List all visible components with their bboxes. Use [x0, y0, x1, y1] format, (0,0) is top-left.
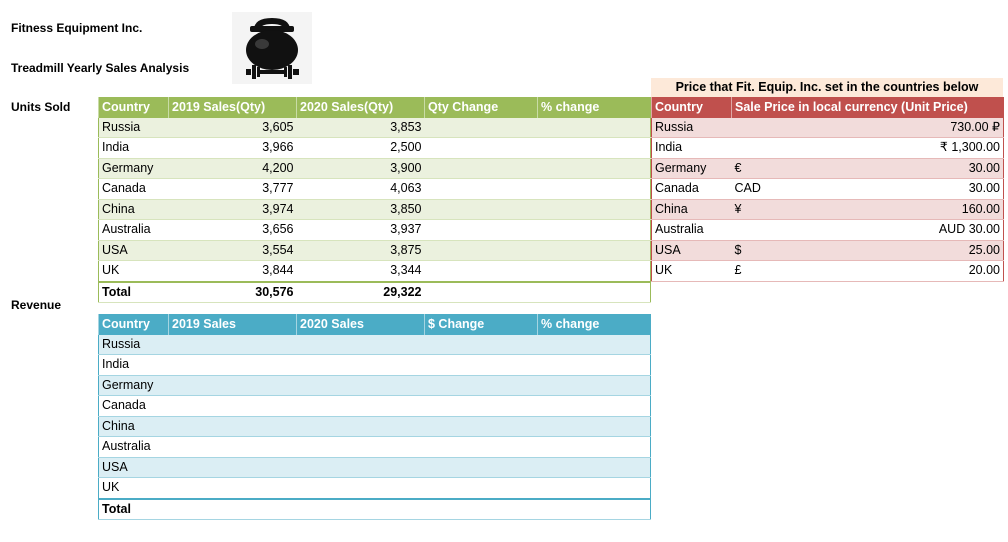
total-row — [99, 499, 651, 520]
country-cell[interactable]: India — [99, 355, 169, 376]
revenue-header-country[interactable]: Country — [99, 315, 169, 335]
sales-2020-cell[interactable]: 3,850 — [297, 199, 425, 220]
table-row — [99, 118, 651, 138]
revenue-cell[interactable] — [297, 437, 425, 458]
revenue-cell[interactable] — [297, 457, 425, 478]
unit-price-cell[interactable]: 160.00 — [812, 199, 1004, 220]
revenue-cell[interactable] — [169, 499, 297, 520]
table-row — [99, 416, 651, 437]
table-row — [652, 199, 1004, 220]
table-row — [652, 138, 1004, 159]
revenue-cell[interactable] — [169, 355, 297, 376]
qty-change-cell[interactable] — [425, 199, 538, 220]
country-cell[interactable]: Canada — [652, 179, 732, 200]
table-row — [652, 158, 1004, 179]
sales-2020-cell[interactable]: 3,853 — [297, 118, 425, 138]
currency-symbol-cell[interactable]: $ — [732, 240, 812, 261]
pct-change-cell[interactable] — [538, 138, 651, 159]
currency-symbol-cell[interactable]: € — [732, 158, 812, 179]
revenue-cell[interactable] — [169, 396, 297, 417]
currency-symbol-cell[interactable]: ¥ — [732, 199, 812, 220]
sales-2020-cell[interactable]: 3,900 — [297, 158, 425, 179]
revenue-cell[interactable] — [425, 375, 538, 396]
revenue-label: Revenue — [11, 298, 62, 312]
table-row — [99, 138, 651, 159]
table-row — [99, 355, 651, 376]
qty-change-cell[interactable] — [425, 118, 538, 138]
pct-change-cell[interactable] — [538, 179, 651, 200]
pct-change-cell[interactable] — [538, 118, 651, 138]
revenue-cell[interactable] — [297, 355, 425, 376]
revenue-header-pct-change[interactable]: % change — [538, 315, 651, 335]
currency-symbol-cell[interactable]: CAD — [732, 179, 812, 200]
table-row — [99, 478, 651, 499]
pct-change-cell[interactable] — [538, 158, 651, 179]
table-row — [99, 220, 651, 241]
unit-price-cell[interactable]: 730.00 ₽ — [812, 118, 1004, 138]
revenue-cell[interactable] — [425, 457, 538, 478]
revenue-cell[interactable] — [425, 335, 538, 355]
revenue-cell[interactable] — [425, 355, 538, 376]
sales-2019-cell[interactable]: 3,605 — [169, 118, 297, 138]
sales-2020-cell[interactable]: 2,500 — [297, 138, 425, 159]
total-pct-change-cell[interactable] — [538, 282, 651, 303]
revenue-cell[interactable] — [297, 478, 425, 499]
table-row — [99, 437, 651, 458]
country-cell[interactable]: India — [652, 138, 732, 159]
table-row — [99, 199, 651, 220]
revenue-cell[interactable] — [297, 375, 425, 396]
unit-price-cell[interactable]: 30.00 — [812, 179, 1004, 200]
revenue-cell[interactable] — [425, 437, 538, 458]
country-cell[interactable]: China — [99, 416, 169, 437]
total-2020-cell[interactable]: 29,322 — [297, 282, 425, 303]
country-cell[interactable]: USA — [652, 240, 732, 261]
units-header-country[interactable]: Country — [99, 98, 169, 118]
unit-price-cell[interactable]: 25.00 — [812, 240, 1004, 261]
table-row — [99, 158, 651, 179]
revenue-cell[interactable] — [297, 396, 425, 417]
revenue-cell[interactable] — [169, 416, 297, 437]
qty-change-cell[interactable] — [425, 138, 538, 159]
total-label[interactable]: Total — [99, 499, 169, 520]
units-header-qty-change[interactable]: Qty Change — [425, 98, 538, 118]
country-cell[interactable]: Russia — [99, 118, 169, 138]
revenue-cell[interactable] — [538, 335, 651, 355]
price-table — [651, 97, 1004, 282]
table-row — [99, 375, 651, 396]
table-row — [652, 118, 1004, 138]
revenue-cell[interactable] — [538, 416, 651, 437]
pct-change-cell[interactable] — [538, 199, 651, 220]
table-row — [99, 457, 651, 478]
country-cell[interactable]: Canada — [99, 179, 169, 200]
country-cell[interactable]: USA — [99, 240, 169, 261]
country-cell[interactable]: USA — [99, 457, 169, 478]
table-row — [652, 261, 1004, 282]
country-cell[interactable]: Australia — [652, 220, 732, 241]
currency-symbol-cell[interactable]: £ — [732, 261, 812, 282]
sales-2020-cell[interactable]: 3,875 — [297, 240, 425, 261]
revenue-cell[interactable] — [297, 335, 425, 355]
country-cell[interactable]: India — [99, 138, 169, 159]
price-header-unit-price[interactable]: Sale Price in local currency (Unit Price) — [732, 98, 1004, 118]
sales-2020-cell[interactable]: 4,063 — [297, 179, 425, 200]
sales-2019-cell[interactable]: 3,974 — [169, 199, 297, 220]
revenue-cell[interactable] — [538, 478, 651, 499]
sales-2020-cell[interactable]: 3,937 — [297, 220, 425, 241]
revenue-cell[interactable] — [297, 416, 425, 437]
report-title: Treadmill Yearly Sales Analysis — [11, 61, 190, 75]
price-table-title: Price that Fit. Equip. Inc. set in the countries below — [651, 78, 1003, 97]
units-header-2019[interactable]: 2019 Sales(Qty) — [169, 98, 297, 118]
units-sold-label: Units Sold — [11, 100, 71, 114]
qty-change-cell[interactable] — [425, 261, 538, 282]
qty-change-cell[interactable] — [425, 240, 538, 261]
total-qty-change-cell[interactable] — [425, 282, 538, 303]
table-row — [652, 240, 1004, 261]
country-cell[interactable]: Canada — [99, 396, 169, 417]
unit-price-cell[interactable]: AUD 30.00 — [812, 220, 1004, 241]
currency-symbol-cell[interactable] — [732, 138, 812, 159]
revenue-cell[interactable] — [169, 437, 297, 458]
qty-change-cell[interactable] — [425, 220, 538, 241]
country-cell[interactable]: Russia — [652, 118, 732, 138]
table-row — [652, 220, 1004, 241]
country-cell[interactable]: Germany — [99, 158, 169, 179]
unit-price-cell[interactable]: ₹ 1,300.00 — [812, 138, 1004, 159]
pct-change-cell[interactable] — [538, 240, 651, 261]
sales-2020-cell[interactable]: 3,344 — [297, 261, 425, 282]
table-row — [99, 261, 651, 282]
revenue-cell[interactable] — [538, 457, 651, 478]
sales-2019-cell[interactable]: 3,844 — [169, 261, 297, 282]
sales-2019-cell[interactable]: 3,777 — [169, 179, 297, 200]
table-row — [652, 179, 1004, 200]
country-cell[interactable]: UK — [652, 261, 732, 282]
table-row — [99, 335, 651, 355]
revenue-cell[interactable] — [538, 499, 651, 520]
country-cell[interactable]: Australia — [99, 220, 169, 241]
country-cell[interactable]: Germany — [652, 158, 732, 179]
country-cell[interactable]: UK — [99, 478, 169, 499]
country-cell[interactable]: Australia — [99, 437, 169, 458]
company-name: Fitness Equipment Inc. — [11, 21, 143, 35]
revenue-cell[interactable] — [425, 396, 538, 417]
revenue-cell[interactable] — [169, 478, 297, 499]
total-label[interactable]: Total — [99, 282, 169, 303]
revenue-cell[interactable] — [297, 499, 425, 520]
revenue-cell[interactable] — [169, 335, 297, 355]
total-row — [99, 282, 651, 303]
sales-2019-cell[interactable]: 3,656 — [169, 220, 297, 241]
unit-price-cell[interactable]: 20.00 — [812, 261, 1004, 282]
units-sold-table — [98, 97, 651, 303]
currency-symbol-cell[interactable] — [732, 118, 812, 138]
currency-symbol-cell[interactable] — [732, 220, 812, 241]
qty-change-cell[interactable] — [425, 179, 538, 200]
revenue-header-2020[interactable]: 2020 Sales — [297, 315, 425, 335]
table-row — [99, 396, 651, 417]
units-header-2020[interactable]: 2020 Sales(Qty) — [297, 98, 425, 118]
revenue-header-2019[interactable]: 2019 Sales — [169, 315, 297, 335]
revenue-cell[interactable] — [538, 355, 651, 376]
revenue-table — [98, 314, 651, 520]
revenue-cell[interactable] — [538, 375, 651, 396]
country-cell[interactable]: Germany — [99, 375, 169, 396]
price-header-country[interactable]: Country — [652, 98, 732, 118]
revenue-cell[interactable] — [425, 478, 538, 499]
country-cell[interactable]: Russia — [99, 335, 169, 355]
revenue-cell[interactable] — [425, 499, 538, 520]
pct-change-cell[interactable] — [538, 220, 651, 241]
revenue-cell[interactable] — [169, 375, 297, 396]
revenue-cell[interactable] — [169, 457, 297, 478]
revenue-header-dollar-change[interactable]: $ Change — [425, 315, 538, 335]
revenue-cell[interactable] — [538, 396, 651, 417]
sales-2019-cell[interactable]: 3,554 — [169, 240, 297, 261]
qty-change-cell[interactable] — [425, 158, 538, 179]
total-2019-cell[interactable]: 30,576 — [169, 282, 297, 303]
unit-price-cell[interactable]: 30.00 — [812, 158, 1004, 179]
kettlebell-dumbbell-icon — [232, 12, 312, 84]
country-cell[interactable]: UK — [99, 261, 169, 282]
table-row — [99, 179, 651, 200]
sales-2019-cell[interactable]: 3,966 — [169, 138, 297, 159]
table-row — [99, 240, 651, 261]
country-cell[interactable]: China — [652, 199, 732, 220]
units-header-pct-change[interactable]: % change — [538, 98, 651, 118]
pct-change-cell[interactable] — [538, 261, 651, 282]
country-cell[interactable]: China — [99, 199, 169, 220]
sales-2019-cell[interactable]: 4,200 — [169, 158, 297, 179]
revenue-cell[interactable] — [538, 437, 651, 458]
revenue-cell[interactable] — [425, 416, 538, 437]
